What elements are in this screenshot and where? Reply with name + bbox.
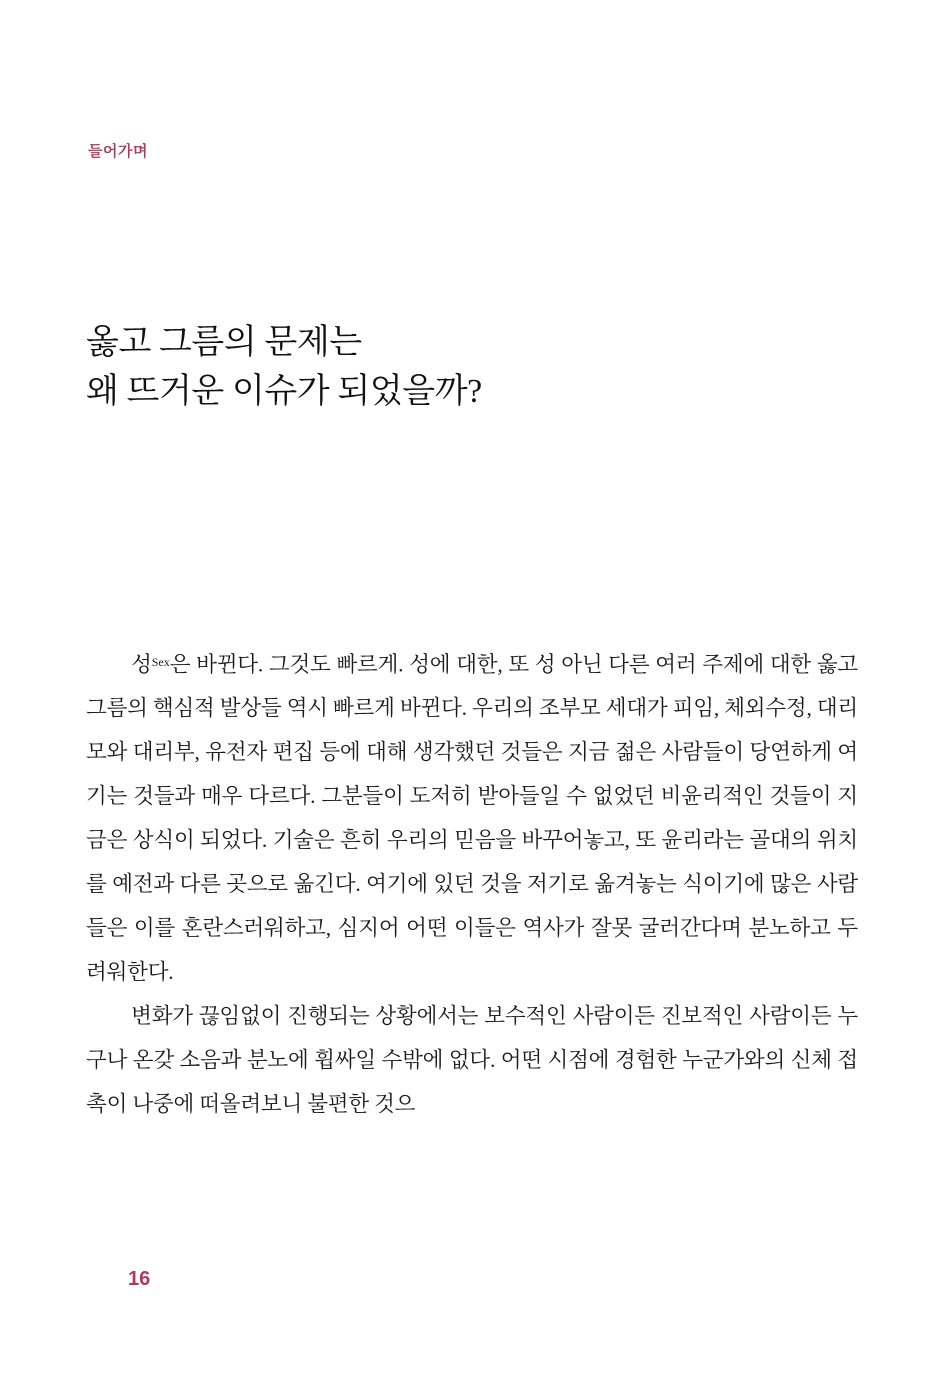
paragraph-2: 변화가 끊임없이 진행되는 상황에서는 보수적인 사람이든 진보적인 사람이든 누구나 온갖 소음과 분노에 휩싸일 수밖에 없다. 어떤 시점에 경험한 누군가와의 신체 접촉이 나중에 떠올려보니 불편한 것으 (86, 1004, 858, 1117)
paragraph-1-rest: 은 바뀐다. 그것도 빠르게. 성에 대한, 또 성 아닌 다른 여러 주제에 대한 옳고 그름의 핵심적 발상들 역시 빠르게 바뀐다. 우리의 조부모 세대가 피임, 체외수정, 대리모와 대리부, 유전자 편집 등에 대해 생각했던 것들은 지금 젊은 사람들이 당연하게 여기는 것들과 매우 다르다. 그분들이 도저히 받아들일 수 없었던 비윤리적인 것들이 지금은 상식이 되었다. 기술은 흔히 우리의 믿음을 바꾸어놓고, 또 윤리라는 골대의 위치를 예전과 다른 곳으로 옮긴다. 여기에 있던 것을 저기로 옮겨놓는 식이기에 많은 사람들은 이를 혼란스러워하고, 심지어 어떤 이들은 역사가 잘못 굴러간다며 분노하고 두려워한다. (86, 652, 858, 985)
paragraph-1 (86, 640, 858, 994)
body-text (86, 640, 858, 1126)
chapter-title-line-2: 왜 뜨거운 이슈가 되었을까? (86, 373, 482, 411)
sex-superscript: Sex (151, 655, 170, 669)
chapter-title (86, 318, 866, 417)
paragraph-1-lead: 성 (131, 652, 152, 677)
page-number: 16 (128, 1268, 151, 1290)
chapter-title-line-1: 옳고 그름의 문제는 (86, 324, 362, 361)
running-head: 들어가며 (88, 143, 148, 160)
